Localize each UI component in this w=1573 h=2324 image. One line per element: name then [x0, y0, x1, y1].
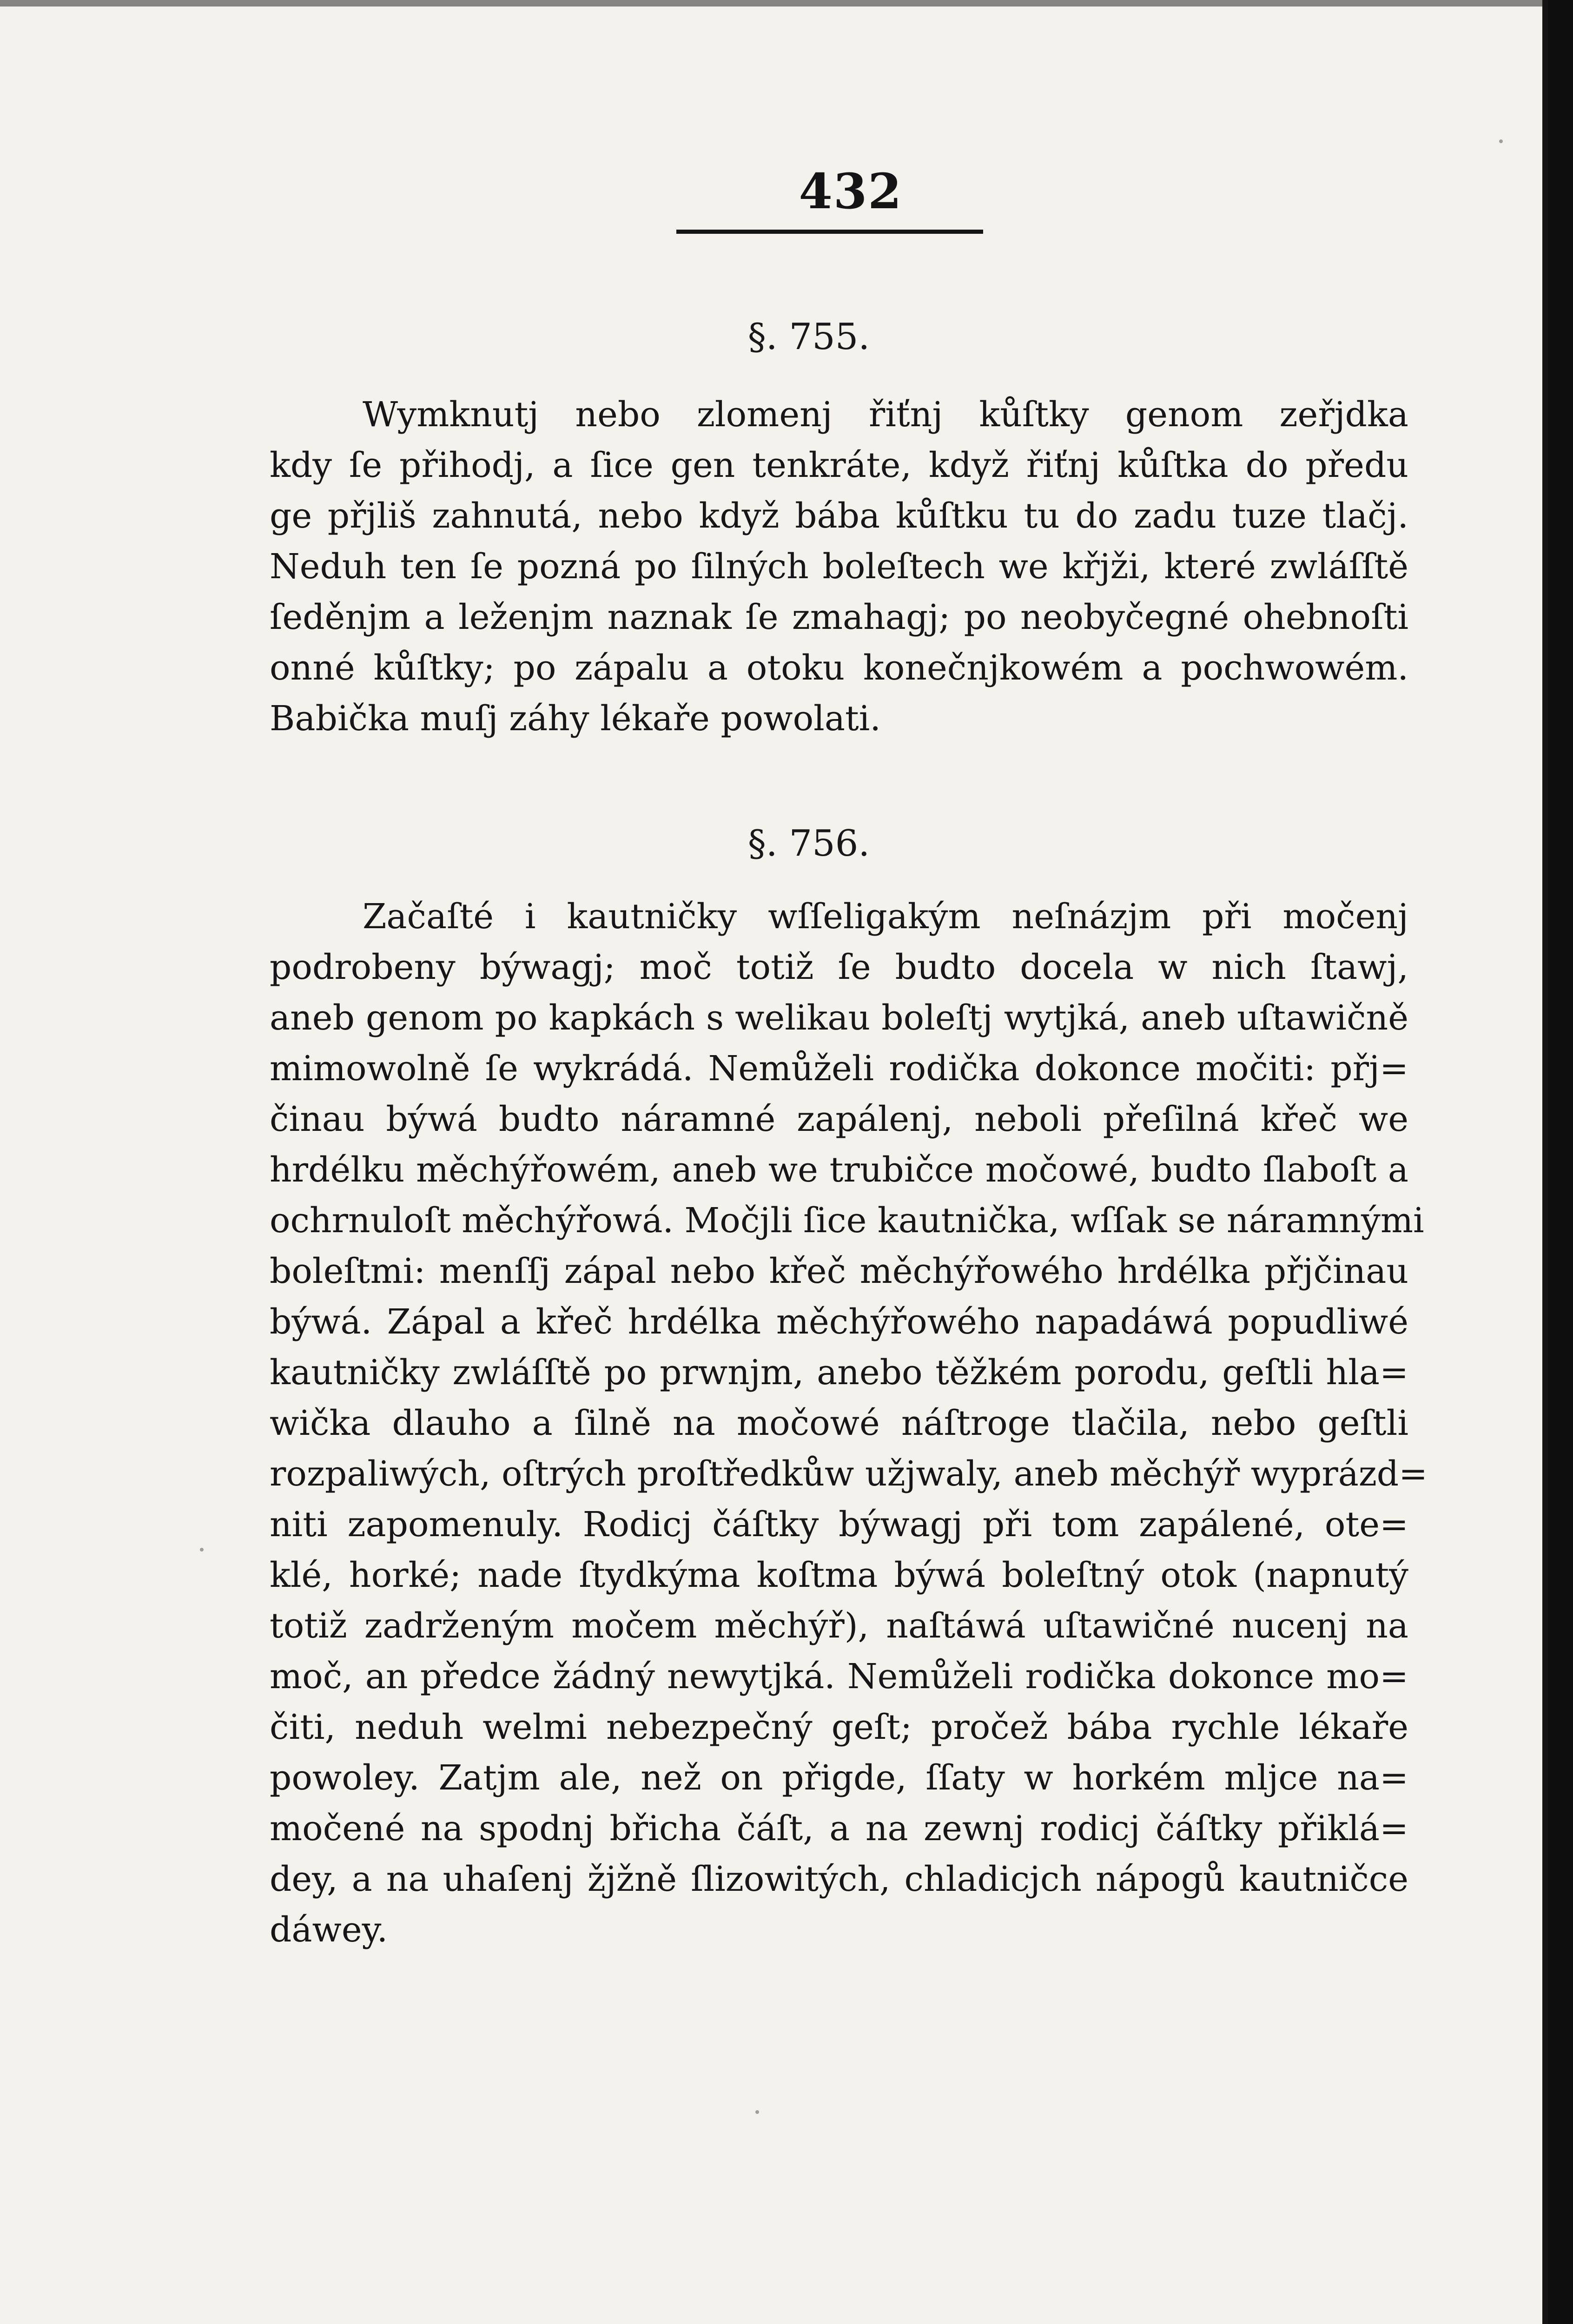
- text-line: totiž zadrženým močem měchýř), naſtáwá uſtawičné nucenj na: [270, 1606, 1408, 1646]
- text-line: podrobeny býwagj; moč totiž ſe budto docela w nich ſtawj,: [270, 947, 1408, 987]
- text-line: kautničky zwláſſtě po prwnjm, anebo těžkém porodu, geſtli hla=: [270, 1353, 1408, 1393]
- text-line: onné kůſtky; po zápalu a otoku konečnjkowém a pochwowém.: [270, 648, 1408, 688]
- text-line: hrdélku měchýřowém, aneb we trubičce močowé, budto ſlaboſt a: [270, 1150, 1408, 1190]
- text-line: býwá. Zápal a křeč hrdélka měchýřowého napadáwá popudliwé: [270, 1302, 1408, 1342]
- text-line: klé, horké; nade ſtydkýma koſtma býwá boleſtný otok (napnutý: [270, 1555, 1408, 1595]
- section-heading-756: §. 756.: [747, 823, 870, 865]
- paper-speck: [1499, 139, 1503, 143]
- text-line: ge přjliš zahnutá, nebo když bába kůſtku tu do zadu tuze tlačj.: [270, 496, 1408, 536]
- paper-speck: [755, 2110, 759, 2114]
- text-line: močené na spodnj břicha čáſt, a na zewnj rodicj čáſtky přiklá=: [270, 1809, 1408, 1849]
- text-line: moč, an předce žádný newytjká. Nemůželi rodička dokonce mo=: [270, 1657, 1408, 1697]
- text-line: kdy ſe přihodj, a ſice gen tenkráte, když řiťnj kůſtka do předu: [270, 445, 1408, 485]
- text-line: činau býwá budto náramné zapálenj, neboli přeſilná křeč we: [270, 1099, 1408, 1139]
- text-line: ochrnuloſt měchýřowá. Močjli ſice kautnička, wſſak se náramnými: [270, 1201, 1424, 1241]
- text-line: čiti, neduh welmi nebezpečný geſt; pročež bába rychle lékaře: [270, 1707, 1408, 1747]
- text-line: niti zapomenuly. Rodicj čáſtky býwagj při tom zapálené, ote=: [270, 1505, 1408, 1545]
- paragraph-756: [270, 891, 1428, 1955]
- paper-speck: [200, 1548, 204, 1552]
- text-line: aneb genom po kapkách s welikau boleſtj wytjká, aneb uſtawičně: [270, 998, 1408, 1038]
- text-line: boleſtmi: menſſj zápal nebo křeč měchýřowého hrdélka přjčinau: [270, 1251, 1408, 1291]
- scan-top-edge: [0, 0, 1542, 7]
- text-line: rozpaliwých, oſtrých proſtředkůw užjwaly, aneb měchýř wyprázd=: [270, 1454, 1428, 1494]
- text-line: ſeděnjm a leženjm naznak ſe zmahagj; po neobyčegné ohebnoſti: [270, 597, 1408, 637]
- section-heading-755: §. 755.: [747, 316, 870, 358]
- text-line: powoley. Zatjm ale, než on přigde, ſſaty w horkém mljce na=: [270, 1758, 1408, 1798]
- text-line: Neduh ten ſe pozná po ſilných boleſtech we křjži, které zwláſſtě: [270, 547, 1408, 587]
- text-line: Wymknutj nebo zlomenj řiťnj kůſtky genom zeřjdka: [363, 395, 1408, 435]
- text-line: mimowolně ſe wykrádá. Nemůželi rodička dokonce močiti: přj=: [270, 1049, 1408, 1089]
- text-line: wička dlauho a ſilně na močowé náſtroge tlačila, nebo geſtli: [270, 1403, 1408, 1443]
- text-line: dey, a na uhaſenj žjžně ſlizowitých, chladicjch nápogů kautničce: [270, 1859, 1408, 1899]
- header-rule: [676, 230, 983, 234]
- text-line: dáwey.: [270, 1910, 388, 1950]
- text-line: Babička muſj záhy lékaře powolati.: [270, 699, 881, 739]
- paragraph-755: [270, 390, 1408, 744]
- text-line: Začaſté i kautničky wſſeligakým neſnázjm při močenj: [363, 897, 1408, 937]
- page-number: 432: [799, 163, 903, 220]
- scan-border-right: [1548, 0, 1573, 2324]
